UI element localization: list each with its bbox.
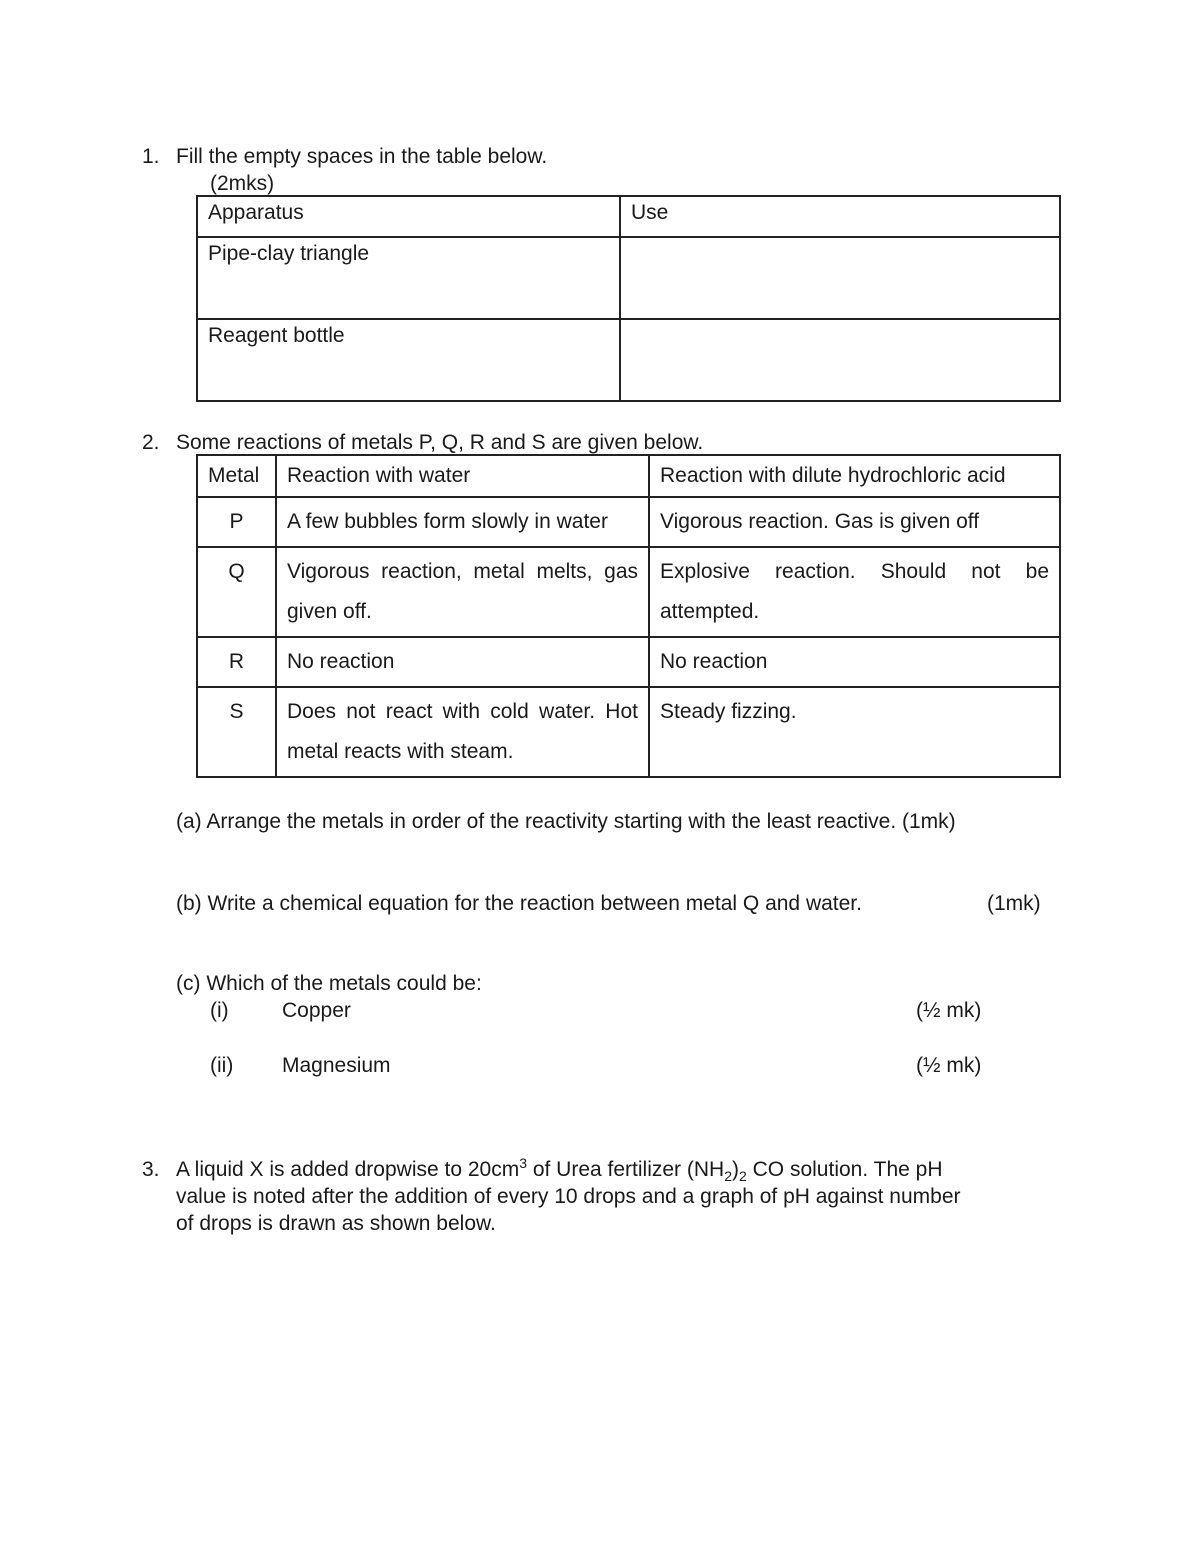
header-water: Reaction with water <box>276 455 649 497</box>
water-cell: A few bubbles form slowly in water <box>276 497 649 547</box>
table-row <box>197 687 1060 777</box>
water-cell: No reaction <box>276 637 649 687</box>
question-2c-i-marks: (½ mk) <box>916 999 982 1022</box>
apparatus-cell: Reagent bottle <box>197 319 620 401</box>
metal-cell: R <box>197 637 276 687</box>
table-row <box>197 547 1060 637</box>
apparatus-table <box>196 195 1061 402</box>
use-cell-empty[interactable] <box>620 237 1060 319</box>
acid-cell: No reaction <box>649 637 1060 687</box>
acid-cell: Explosive reaction. Should not be attempted. <box>649 547 1060 637</box>
use-cell-empty[interactable] <box>620 319 1060 401</box>
question-2c-ii-text: Magnesium <box>282 1054 391 1077</box>
q3-superscript: 3 <box>519 1155 527 1171</box>
question-2-number: 2. <box>142 431 160 454</box>
question-3-line-2: value is noted after the addition of every 10 drops and a graph of pH against number <box>176 1185 961 1208</box>
table-row <box>197 637 1060 687</box>
question-2c-i-label: (i) <box>210 999 229 1022</box>
q3-subscript: 2 <box>724 1168 732 1185</box>
question-1-number: 1. <box>142 145 160 168</box>
header-metal: Metal <box>197 455 276 497</box>
question-2c-ii-marks: (½ mk) <box>916 1054 982 1077</box>
metal-cell: S <box>197 687 276 777</box>
q3-subscript: 2 <box>739 1168 747 1185</box>
reactions-table <box>196 454 1061 778</box>
apparatus-cell: Pipe-clay triangle <box>197 237 620 319</box>
acid-cell: Vigorous reaction. Gas is given off <box>649 497 1060 547</box>
q3-text-part: of Urea fertilizer (NH <box>527 1158 725 1181</box>
acid-cell: Steady fizzing. <box>649 687 1060 777</box>
q3-text-part: A liquid X is added dropwise to 20cm <box>176 1158 520 1181</box>
water-cell: Does not react with cold water. Hot metal reacts with steam. <box>276 687 649 777</box>
header-use: Use <box>620 196 1060 237</box>
question-2b-text: (b) Write a chemical equation for the reaction between metal Q and water. <box>176 892 862 915</box>
question-1-text: Fill the empty spaces in the table below. <box>176 145 548 168</box>
metal-cell: Q <box>197 547 276 637</box>
q3-text-part: CO solution. The pH <box>746 1158 943 1181</box>
question-1-marks: (2mks) <box>210 172 275 195</box>
metal-cell: P <box>197 497 276 547</box>
question-3-line-1 <box>176 1156 943 1183</box>
q3-text-part: ) <box>732 1158 739 1181</box>
header-acid: Reaction with dilute hydrochloric acid <box>649 455 1060 497</box>
question-3-line-3: of drops is drawn as shown below. <box>176 1212 496 1235</box>
water-cell: Vigorous reaction, metal melts, gas given off. <box>276 547 649 637</box>
table-header-row <box>197 196 1060 237</box>
question-2c-ii-label: (ii) <box>210 1054 234 1077</box>
question-2b-marks: (1mk) <box>987 892 1041 915</box>
header-apparatus: Apparatus <box>197 196 620 237</box>
table-header-row <box>197 455 1060 497</box>
question-2c-i-text: Copper <box>282 999 351 1022</box>
question-2a-text: (a) Arrange the metals in order of the reactivity starting with the least reactive. (1mk) <box>176 810 956 833</box>
question-2c-text: (c) Which of the metals could be: <box>176 972 482 995</box>
table-row <box>197 319 1060 401</box>
question-3-number: 3. <box>142 1158 160 1181</box>
table-row <box>197 237 1060 319</box>
question-2-text: Some reactions of metals P, Q, R and S are given below. <box>176 431 704 454</box>
table-row <box>197 497 1060 547</box>
